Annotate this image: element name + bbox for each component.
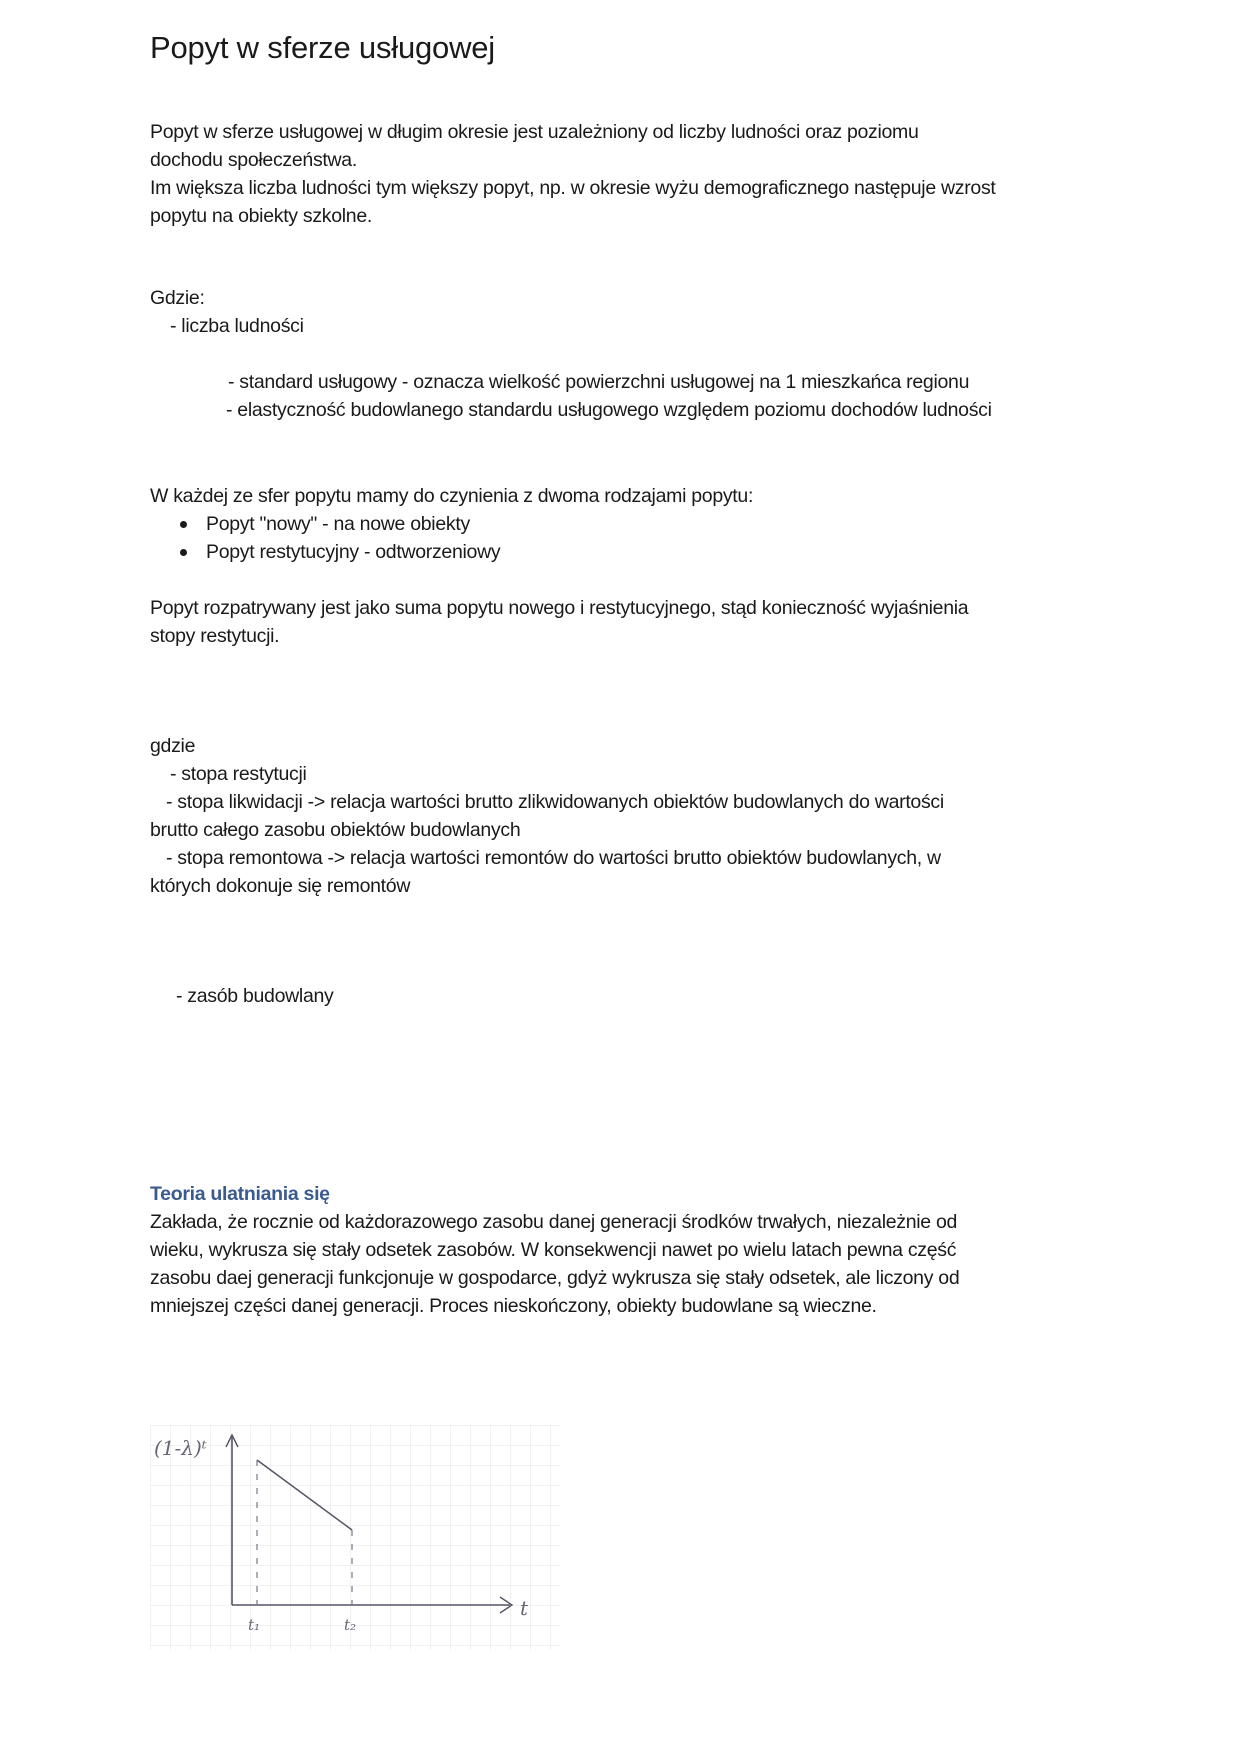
- definition-building-stock: - zasób budowlany: [176, 985, 334, 1007]
- demand-intro: W każdej ze sfer popytu mamy do czynienia z dwoma rodzajami popytu:: [150, 485, 754, 507]
- definition-service-standard: - standard usługowy - oznacza wielkość powierzchni usługowej na 1 mieszkańca regionu: [228, 371, 970, 393]
- theory-line: Zakłada, że rocznie od każdorazowego zasobu danej generacji środków trwałych, niezależnie od: [150, 1211, 958, 1233]
- intro-paragraph: [150, 118, 1100, 230]
- where-label: Gdzie:: [150, 287, 205, 309]
- definition-elasticity: - elastyczność budowlanego standardu usługowego względem poziomu dochodów ludności: [226, 399, 992, 421]
- definition-repair-rate-cont: których dokonuje się remontów: [150, 875, 411, 897]
- hand-drawn-graph: [150, 1425, 560, 1650]
- definition-liquidation-rate: - stopa likwidacji -> relacja wartości brutto zlikwidowanych obiektów budowlanych do wartości: [166, 791, 944, 813]
- page-title: Popyt w sferze usługowej: [150, 30, 495, 65]
- where-label-2: gdzie: [150, 735, 196, 757]
- demand-sum-line: Popyt rozpatrywany jest jako suma popytu nowego i restytucyjnego, stąd konieczność wyjaśnienia: [150, 597, 969, 619]
- theory-line: wieku, wykrusza się stały odsetek zasobów. W konsekwencji nawet po wielu latach pewna część: [150, 1239, 957, 1261]
- list-item-text: Popyt "nowy" - na nowe obiekty: [206, 513, 470, 535]
- y-axis-label: (1-λ)ᵗ: [154, 1436, 207, 1460]
- section-heading-theory: Teoria ulatniania się: [150, 1183, 330, 1205]
- demand-sum-line: stopy restytucji.: [150, 625, 280, 647]
- list-item: [150, 510, 500, 538]
- intro-line: Popyt w sferze usługowej w długim okresie jest uzależniony od liczby ludności oraz poziomu: [150, 121, 919, 143]
- list-item: [150, 538, 500, 566]
- theory-paragraph: [150, 1208, 1100, 1320]
- t1-label: t₁: [248, 1616, 261, 1634]
- definition-repair-rate: - stopa remontowa -> relacja wartości remontów do wartości brutto obiektów budowlanych, w: [166, 847, 941, 869]
- x-axis-label: t: [520, 1596, 529, 1620]
- definition-liquidation-rate-cont: brutto całego zasobu obiektów budowlanych: [150, 819, 521, 841]
- theory-line: mniejszej części danej generacji. Proces nieskończony, obiekty budowlane są wieczne.: [150, 1295, 877, 1317]
- theory-line: zasobu daej generacji funkcjonuje w gospodarce, gdyż wykrusza się stały odsetek, ale liczony od: [150, 1267, 960, 1289]
- t2-label: t₂: [344, 1616, 357, 1634]
- demand-types-list: [150, 510, 500, 566]
- bullet-icon: [180, 521, 187, 528]
- definition-restitution-rate: - stopa restytucji: [170, 763, 307, 785]
- intro-line: Im większa liczba ludności tym większy popyt, np. w okresie wyżu demograficznego następuje wzrost: [150, 177, 996, 199]
- intro-line: dochodu społeczeństwa.: [150, 149, 357, 171]
- intro-line: popytu na obiekty szkolne.: [150, 205, 373, 227]
- bullet-icon: [180, 549, 187, 556]
- demand-sum-paragraph: [150, 594, 1100, 650]
- definition-population: - liczba ludności: [170, 315, 304, 337]
- list-item-text: Popyt restytucyjny - odtworzeniowy: [206, 541, 501, 563]
